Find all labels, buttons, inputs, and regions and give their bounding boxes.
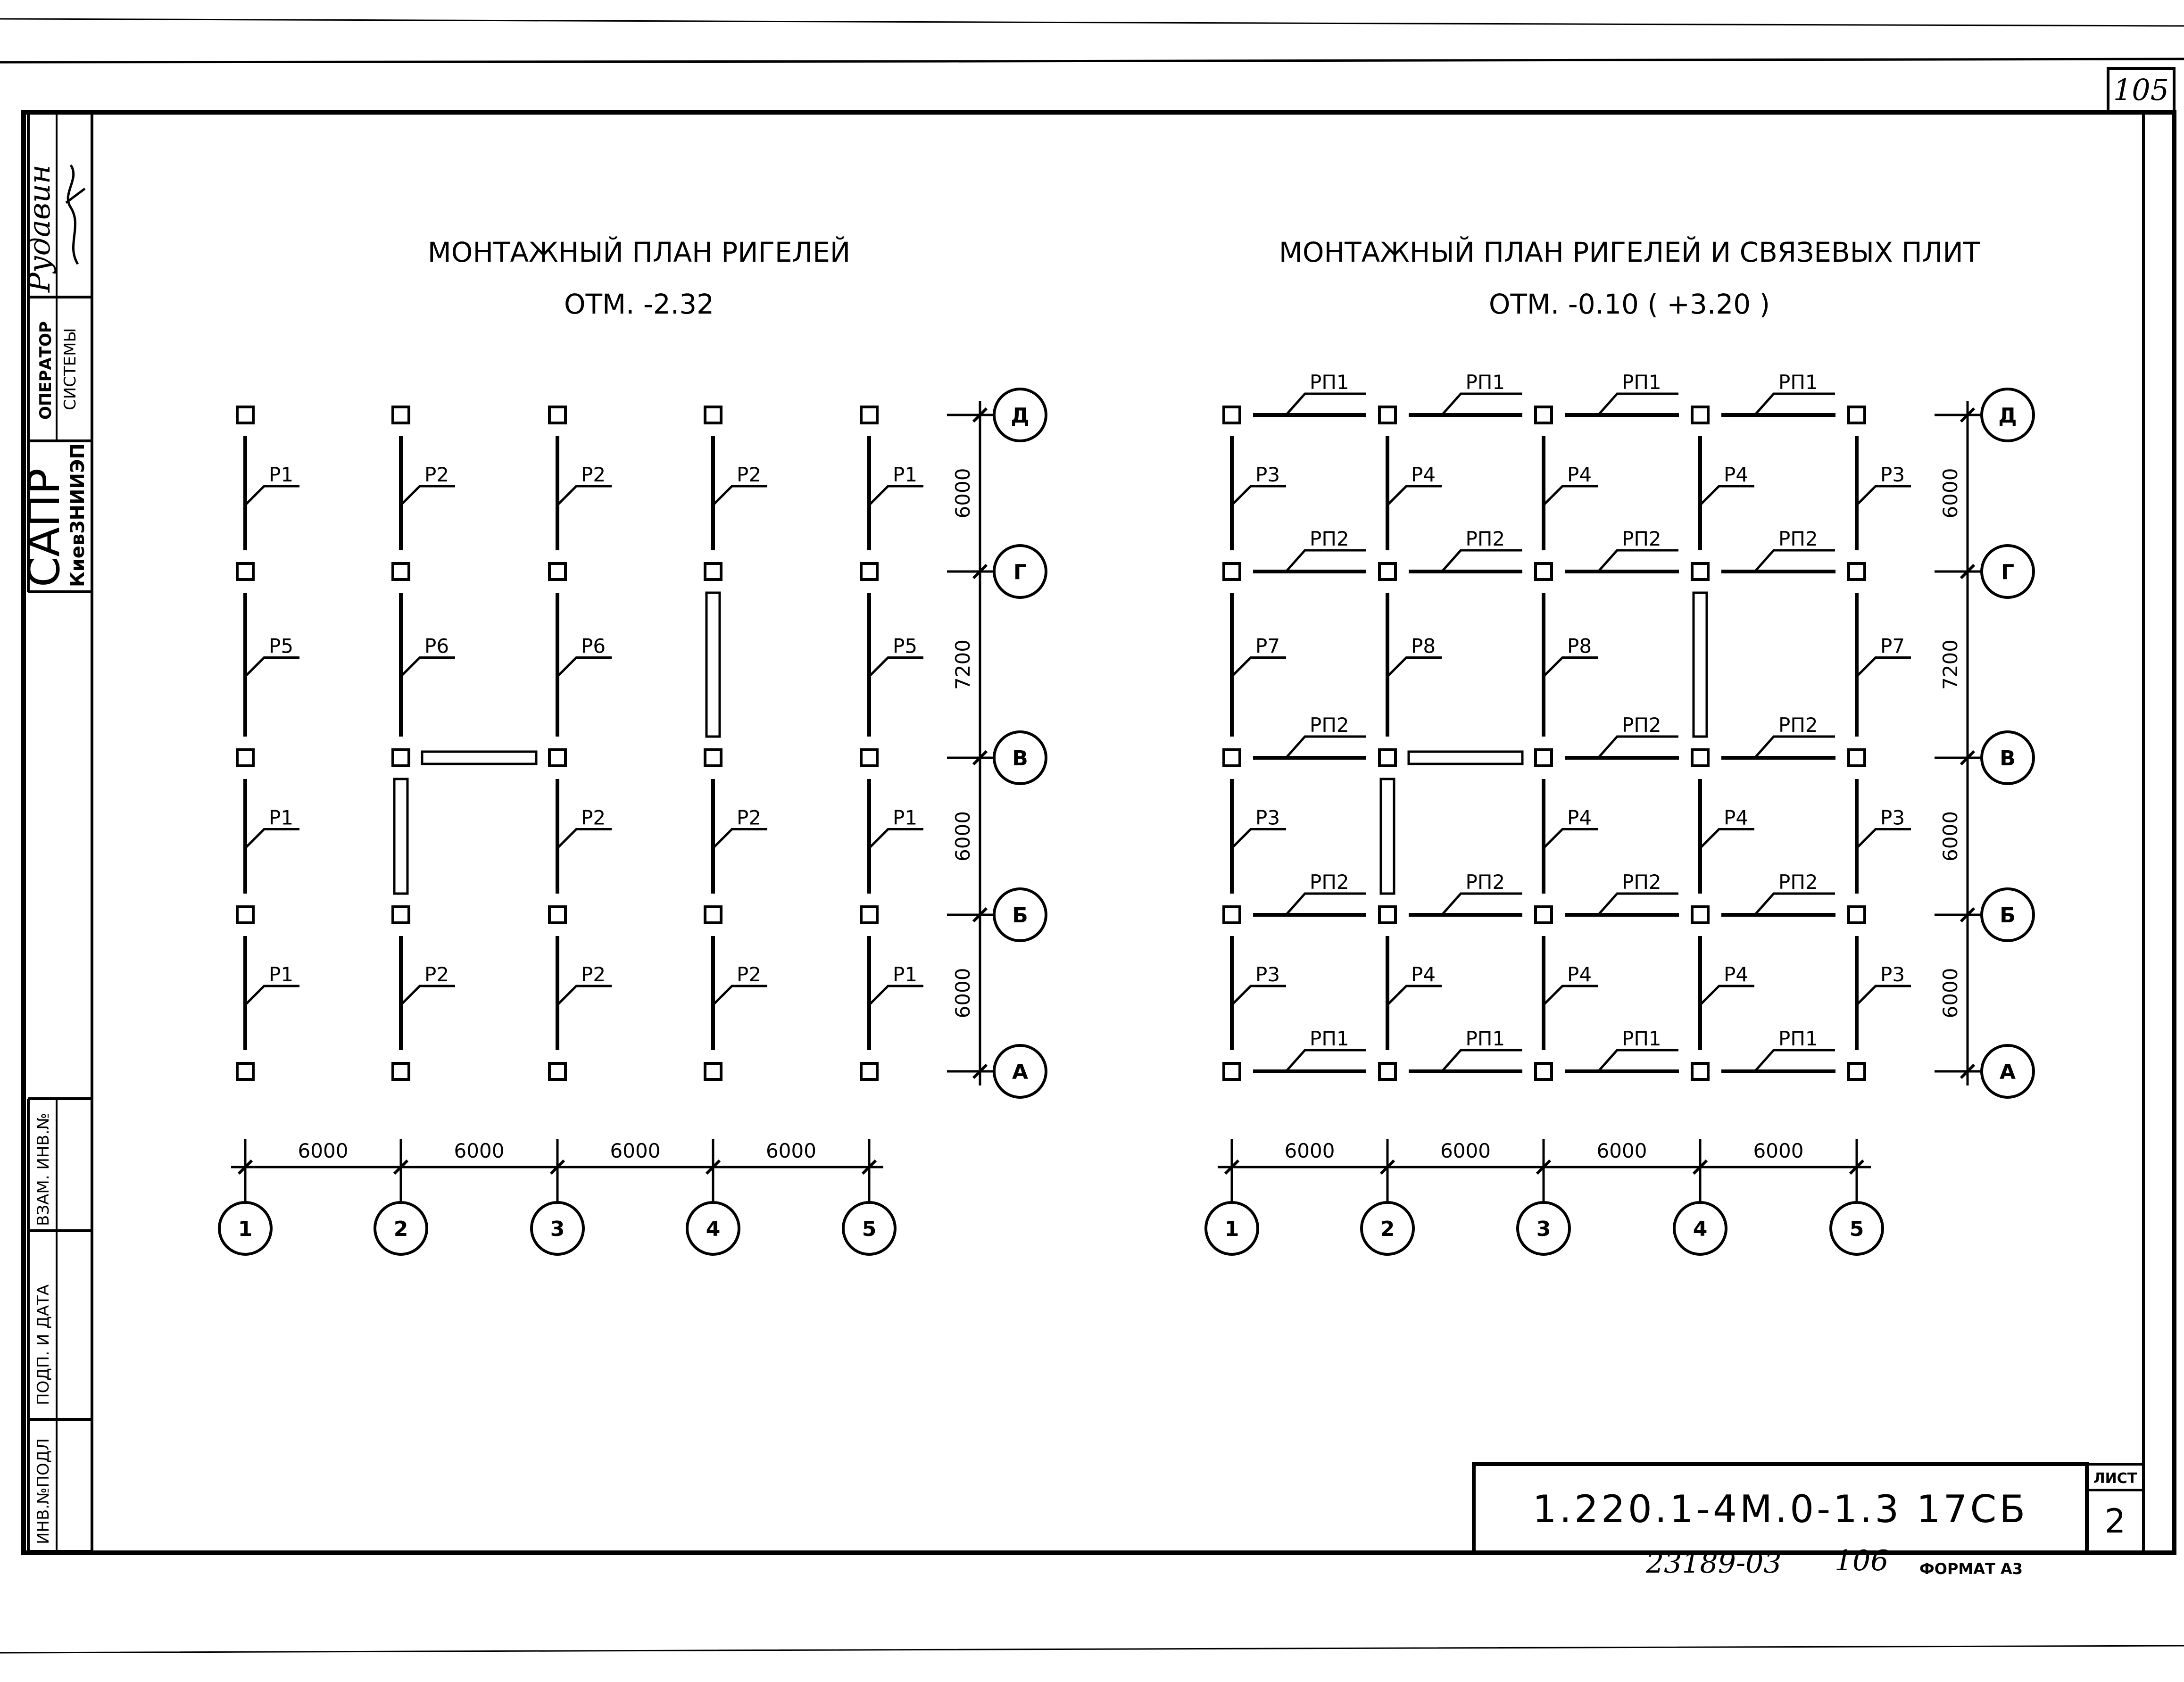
slab-label: РП2 — [1310, 870, 1349, 894]
horizontal-dimension: 6000 — [1440, 1139, 1491, 1162]
slab-label: РП2 — [1622, 713, 1661, 737]
column-node — [237, 907, 253, 923]
axis-number-label: 5 — [862, 1217, 877, 1241]
beam-label: Р2 — [424, 963, 449, 986]
beam-leader — [1232, 658, 1286, 677]
column-node — [861, 563, 877, 580]
beam-leader — [557, 658, 612, 677]
column-node — [549, 563, 565, 580]
replace-inv-field: ВЗАМ. ИНВ.№ — [34, 1113, 53, 1226]
beam-label: Р4 — [1724, 463, 1749, 486]
beam-label: Р4 — [1411, 963, 1436, 986]
column-node — [1692, 750, 1708, 766]
beam-leader — [557, 986, 612, 1005]
system-label: СИСТЕМЫ — [61, 328, 80, 410]
column-node — [1692, 1063, 1708, 1079]
beam-leader — [1700, 486, 1754, 505]
slab-leader — [1755, 1050, 1835, 1071]
beam-leader — [1857, 829, 1911, 848]
doc-code: 1.220.1-4М.0-1.3 17СБ — [1532, 1487, 2028, 1531]
column-node — [549, 1063, 565, 1079]
open-slab-vertical — [394, 779, 407, 894]
sheet-number: 2 — [2104, 1502, 2126, 1541]
beam-leader — [869, 658, 923, 677]
column-node — [1692, 407, 1708, 423]
axis-number-label: 1 — [238, 1217, 253, 1241]
column-node — [549, 907, 565, 923]
column-node — [1849, 750, 1865, 766]
slab-leader — [1598, 1050, 1678, 1071]
beam-leader — [713, 986, 767, 1005]
slab-leader — [1442, 550, 1522, 572]
beam-leader — [1857, 658, 1911, 677]
column-node — [1692, 563, 1708, 580]
sheet-label: ЛИСТ — [2093, 1470, 2137, 1487]
signature-text: Рудавин — [22, 165, 57, 292]
column-node — [237, 563, 253, 580]
scan-edge-top — [0, 19, 2184, 26]
beam-leader — [1387, 658, 1442, 677]
beam-label: Р1 — [893, 806, 918, 829]
beam-label: Р3 — [1880, 806, 1905, 829]
beam-leader — [401, 658, 455, 677]
axis-letter-label: А — [1999, 1060, 2016, 1084]
beam-leader — [1544, 658, 1598, 677]
horizontal-dimension: 6000 — [1753, 1139, 1804, 1162]
beam-label: Р3 — [1880, 463, 1905, 486]
beam-label: Р3 — [1880, 963, 1905, 986]
beam-leader — [1700, 986, 1754, 1005]
beam-leader — [713, 486, 767, 505]
sign-date-field: ПОДП. И ДАТА — [34, 1284, 53, 1405]
beam-leader — [1544, 986, 1598, 1005]
beam-label: Р1 — [269, 806, 294, 829]
beam-leader — [245, 829, 299, 848]
horizontal-dimension: 6000 — [610, 1139, 661, 1162]
beam-label: Р2 — [737, 806, 762, 829]
beam-label: Р3 — [1255, 806, 1280, 829]
column-node — [237, 407, 253, 423]
beam-leader — [557, 486, 612, 505]
beam-label: Р2 — [424, 463, 449, 486]
horizontal-dimension: 6000 — [1284, 1139, 1335, 1162]
column-node — [705, 407, 721, 423]
beam-label: Р6 — [581, 634, 606, 658]
right-plan — [1206, 371, 2034, 1254]
column-node — [237, 1063, 253, 1079]
vertical-dimension: 7200 — [951, 639, 974, 690]
vertical-dimension: 6000 — [1939, 968, 1962, 1019]
horizontal-dimension: 6000 — [454, 1139, 505, 1162]
beam-label: Р4 — [1567, 963, 1592, 986]
beam-label: Р5 — [269, 634, 294, 658]
archive-number: 23189-03 — [1646, 1547, 1782, 1580]
slab-leader — [1286, 894, 1366, 915]
beam-label: Р7 — [1255, 634, 1280, 658]
axis-number-label: 4 — [1693, 1217, 1708, 1241]
beam-label: Р5 — [893, 634, 918, 658]
operator-label: ОПЕРАТОР — [36, 321, 55, 420]
column-node — [393, 407, 409, 423]
beam-label: Р4 — [1724, 806, 1749, 829]
beam-label: Р1 — [269, 963, 294, 986]
slab-leader — [1598, 550, 1678, 572]
axis-letter-label: Д — [1011, 404, 1030, 428]
page-ref: 106 — [1835, 1544, 1889, 1577]
slab-leader — [1286, 1050, 1366, 1071]
beam-leader — [401, 986, 455, 1005]
column-node — [1536, 907, 1552, 923]
horizontal-dimension: 6000 — [766, 1139, 816, 1162]
beam-label: Р1 — [893, 463, 918, 486]
column-node — [1224, 563, 1240, 580]
left-plan — [219, 389, 1046, 1254]
right-plan-elevation: ОТМ. -0.10 ( +3.20 ) — [1488, 288, 1770, 320]
slab-leader — [1755, 894, 1835, 915]
axis-number-label: 3 — [550, 1217, 565, 1241]
slab-leader — [1598, 737, 1678, 758]
axis-number-label: 3 — [1536, 1217, 1551, 1241]
beam-leader — [713, 829, 767, 848]
slab-label: РП1 — [1778, 1027, 1818, 1050]
beam-label: Р2 — [737, 463, 762, 486]
column-node — [1224, 750, 1240, 766]
column-node — [705, 907, 721, 923]
vertical-dimension: 6000 — [1939, 811, 1962, 862]
column-node — [1379, 563, 1395, 580]
axis-number-label: 2 — [393, 1217, 408, 1241]
slab-label: РП2 — [1778, 713, 1818, 737]
vertical-dimension: 6000 — [951, 468, 974, 519]
title-block — [1474, 1464, 2143, 1553]
beam-leader — [869, 829, 923, 848]
axis-letter-label: А — [1012, 1060, 1029, 1084]
axis-number-label: 5 — [1849, 1217, 1864, 1241]
axis-number-label: 2 — [1380, 1217, 1395, 1241]
column-node — [549, 750, 565, 766]
column-node — [861, 750, 877, 766]
open-slab-vertical — [1381, 779, 1394, 894]
right-plan-title: МОНТАЖНЫЙ ПЛАН РИГЕЛЕЙ И СВЯЗЕВЫХ ПЛИТ — [1279, 236, 1980, 268]
beam-leader — [869, 486, 923, 505]
beam-label: Р8 — [1411, 634, 1436, 658]
column-node — [705, 563, 721, 580]
column-node — [1379, 750, 1395, 766]
paper-format: ФОРМАТ А3 — [1919, 1560, 2023, 1578]
beam-leader — [1857, 486, 1911, 505]
slab-label: РП2 — [1778, 870, 1818, 894]
beam-label: Р2 — [581, 463, 606, 486]
beam-label: Р3 — [1255, 463, 1280, 486]
slab-label: РП2 — [1465, 527, 1505, 550]
column-node — [705, 1063, 721, 1079]
column-node — [1379, 907, 1395, 923]
slab-label: РП1 — [1778, 371, 1818, 394]
axis-letter-label: Б — [1012, 903, 1028, 928]
slab-leader — [1286, 550, 1366, 572]
axis-letter-label: В — [2000, 746, 2016, 771]
column-node — [393, 750, 409, 766]
beam-label: Р7 — [1880, 634, 1905, 658]
inner-frame — [92, 112, 2143, 1553]
beam-leader — [1857, 986, 1911, 1005]
slab-label: РП1 — [1465, 371, 1505, 394]
left-plan-elevation: ОТМ. -2.32 — [564, 288, 714, 320]
axis-number-label: 1 — [1224, 1217, 1239, 1241]
column-node — [1849, 907, 1865, 923]
column-node — [1849, 563, 1865, 580]
open-slab-vertical — [706, 593, 720, 737]
column-node — [1536, 407, 1552, 423]
org-name: САПР — [19, 468, 69, 587]
column-node — [861, 907, 877, 923]
beam-label: Р6 — [424, 634, 449, 658]
slab-leader — [1286, 737, 1366, 758]
slab-leader — [1442, 1050, 1522, 1071]
beam-leader — [1544, 486, 1598, 505]
slab-label: РП2 — [1622, 527, 1661, 550]
beam-label: Р2 — [581, 806, 606, 829]
beam-label: Р4 — [1567, 463, 1592, 486]
beam-label: Р1 — [269, 463, 294, 486]
beam-label: Р4 — [1567, 806, 1592, 829]
beam-leader — [1387, 986, 1442, 1005]
column-node — [1536, 750, 1552, 766]
beam-leader — [245, 486, 299, 505]
column-node — [705, 750, 721, 766]
slab-leader — [1755, 394, 1835, 415]
column-node — [1224, 1063, 1240, 1079]
beam-leader — [557, 829, 612, 848]
column-node — [237, 750, 253, 766]
column-node — [1224, 407, 1240, 423]
slab-leader — [1442, 394, 1522, 415]
slab-label: РП1 — [1310, 371, 1349, 394]
beam-leader — [1700, 829, 1754, 848]
side-stamp — [19, 113, 92, 1551]
beam-leader — [1544, 829, 1598, 848]
axis-letter-label: Д — [1998, 404, 2017, 428]
slab-leader — [1755, 737, 1835, 758]
slab-leader — [1755, 550, 1835, 572]
beam-label: Р4 — [1411, 463, 1436, 486]
column-node — [549, 407, 565, 423]
slab-leader — [1286, 394, 1366, 415]
beam-leader — [245, 986, 299, 1005]
open-slab-horizontal — [1409, 752, 1522, 764]
column-node — [393, 1063, 409, 1079]
org-subname: КиевЗНИИЭП — [67, 443, 89, 587]
slab-label: РП2 — [1310, 527, 1349, 550]
beam-label: Р2 — [737, 963, 762, 986]
column-node — [1379, 407, 1395, 423]
outer-frame — [24, 112, 2174, 1553]
horizontal-dimension: 6000 — [1596, 1139, 1647, 1162]
slab-label: РП2 — [1622, 870, 1661, 894]
column-node — [1692, 907, 1708, 923]
slab-label: РП1 — [1622, 1027, 1661, 1050]
axis-letter-label: Г — [1013, 560, 1027, 584]
beam-label: Р3 — [1255, 963, 1280, 986]
column-node — [861, 407, 877, 423]
slab-leader — [1442, 894, 1522, 915]
inv-original-field: ИНВ.№ПОДЛ — [34, 1438, 53, 1544]
column-node — [1379, 1063, 1395, 1079]
vertical-dimension: 7200 — [1939, 639, 1962, 690]
slab-leader — [1598, 394, 1678, 415]
beam-leader — [869, 986, 923, 1005]
axis-letter-label: Б — [2000, 903, 2016, 928]
page-number: 105 — [2113, 73, 2169, 107]
horizontal-dimension: 6000 — [298, 1139, 349, 1162]
axis-letter-label: Г — [2001, 560, 2015, 584]
slab-label: РП2 — [1310, 713, 1349, 737]
beam-leader — [245, 658, 299, 677]
vertical-dimension: 6000 — [951, 811, 974, 862]
beam-leader — [1232, 829, 1286, 848]
beam-leader — [1232, 486, 1286, 505]
slab-label: РП1 — [1310, 1027, 1349, 1050]
open-slab-vertical — [1694, 593, 1707, 737]
column-node — [393, 907, 409, 923]
signature-mark — [66, 165, 85, 264]
sheet-top-edge — [0, 59, 2184, 62]
left-plan-title: МОНТАЖНЫЙ ПЛАН РИГЕЛЕЙ — [427, 236, 851, 268]
slab-label: РП1 — [1622, 371, 1661, 394]
beam-leader — [1387, 486, 1442, 505]
column-node — [393, 563, 409, 580]
beam-label: Р8 — [1567, 634, 1592, 658]
axis-number-label: 4 — [706, 1217, 721, 1241]
slab-leader — [1598, 894, 1678, 915]
beam-label: Р4 — [1724, 963, 1749, 986]
scan-edge-bottom — [0, 1646, 2184, 1653]
vertical-dimension: 6000 — [951, 968, 974, 1019]
column-node — [1536, 563, 1552, 580]
beam-leader — [1232, 986, 1286, 1005]
column-node — [861, 1063, 877, 1079]
column-node — [1849, 1063, 1865, 1079]
open-slab-horizontal — [422, 752, 536, 764]
axis-letter-label: В — [1012, 746, 1028, 771]
beam-leader — [401, 486, 455, 505]
vertical-dimension: 6000 — [1939, 468, 1962, 519]
slab-label: РП2 — [1465, 870, 1505, 894]
slab-label: РП2 — [1778, 527, 1818, 550]
column-node — [1849, 407, 1865, 423]
beam-label: Р1 — [893, 963, 918, 986]
column-node — [1536, 1063, 1552, 1079]
slab-label: РП1 — [1465, 1027, 1505, 1050]
beam-label: Р2 — [581, 963, 606, 986]
column-node — [1224, 907, 1240, 923]
